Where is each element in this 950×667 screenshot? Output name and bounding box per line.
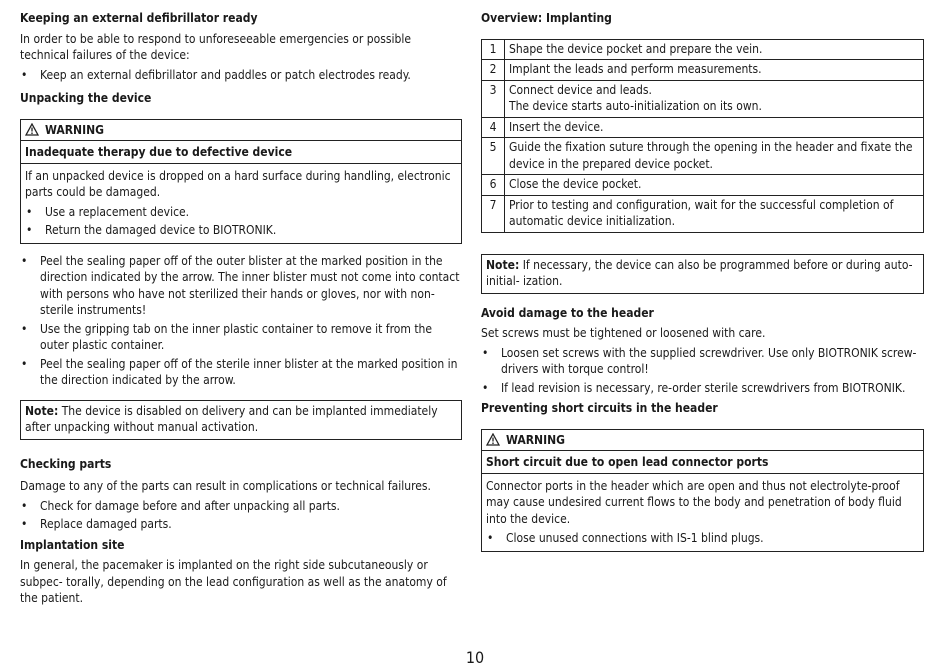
table-row [482,138,924,175]
list-item: • Peel the sealing paper off of the sterile inner blister at the marked position in the direction indicated by the arrow. [21,356,458,387]
warning-label: WARNING [506,432,565,447]
page-number: 10 [465,648,485,667]
implanting-steps-table [481,39,924,233]
warning-triangle-icon [25,123,39,136]
implantation-site-text: In general, the pacemaker is implanted on the right side subcutaneously or subpec- torally, depending on the lead configuration as well as the anatomy of the patient. [20,558,447,605]
unpacking-steps-list [20,253,462,389]
warning-text: If an unpacked device is dropped on a hard surface during handling, electronic parts could be damaged. [25,168,451,199]
header-damage-heading: Avoid damage to the header [481,305,654,320]
list-item: • Use the gripping tab on the inner plastic container to remove it from the outer plastic container. [21,321,433,352]
checking-parts-heading: Checking parts [20,456,112,471]
implantation-site-heading: Implantation site [20,537,125,552]
warning-header [21,120,461,142]
warning-title: Inadequate therapy due to defective device [21,141,461,164]
note-label: Note: [486,257,520,272]
note-text: The device is disabled on delivery and can be implanted immediately after unpacking without manual activation. [25,403,438,434]
defibrillator-list [20,67,462,84]
checking-parts-text: Damage to any of the parts can result in complications or technical failures. [20,479,431,493]
checking-parts-list [20,498,462,533]
defibrillator-heading: Keeping an external defibrillator ready [20,11,258,25]
step-text: Prior to testing and configuration, wait for the successful completion of automatic device initialization. [505,195,924,232]
step-text: Shape the device pocket and prepare the vein. [505,39,924,60]
step-text: Implant the leads and perform measurements. [505,60,924,81]
warning-text: Connector ports in the header which are open and thus not electrolyte-proof may cause undesired current flows to the body and penetration of body fluid into the device. [486,478,902,526]
list-item: • Replace damaged parts. [21,517,172,531]
step-number: 2 [482,60,505,81]
warning-title: Short circuit due to open lead connector ports [482,451,923,474]
list-item: • Use a replacement device. [26,204,190,219]
step-text: Insert the device. [505,117,924,138]
unpacking-warning-box [20,119,462,244]
list-item: • Return the damaged device to BIOTRONIK. [26,223,277,237]
overview-heading: Overview: Implanting [481,11,612,25]
table-row [482,175,924,196]
table-row [482,195,924,232]
table-row [482,117,924,138]
step-number: 3 [482,80,505,117]
unpacking-note-box [20,400,462,440]
list-item: • Peel the sealing paper off of the outer blister at the marked position in the direction indicated by the arrow. The inner blister must not come into contact with persons who have not sterilized their hands or gloves, nor with non-sterile instruments! [21,253,460,317]
step-text: Guide the fixation suture through the opening in the header and fixate the device in the prepared device pocket. [505,138,924,175]
step-number: 6 [482,175,505,196]
right-column [481,10,924,552]
step-number: 1 [482,39,505,60]
defibrillator-text: In order to be able to respond to unforeseeable emergencies or possible technical failures of the device: [20,31,411,62]
overview-note-box [481,254,924,294]
short-circuit-heading: Preventing short circuits in the header [481,401,718,415]
list-item: • If lead revision is necessary, re-order sterile screwdrivers from BIOTRONIK. [482,380,906,395]
list-item: • Close unused connections with IS-1 blind plugs. [487,531,764,545]
warning-body [482,474,923,551]
note-label: Note: [25,403,59,418]
header-damage-text: Set screws must be tightened or loosened with care. [481,326,766,340]
warning-label: WARNING [45,122,104,137]
table-row [482,39,924,60]
header-damage-list [481,345,924,397]
unpacking-heading: Unpacking the device [20,91,152,105]
warning-body [21,164,461,243]
table-row [482,60,924,81]
warning-header [482,430,923,452]
step-text: Close the device pocket. [505,175,924,196]
short-circuit-warning-box [481,429,924,552]
warning-triangle-icon [486,433,500,446]
step-text: Connect device and leads. The device starts auto-initialization on its own. [505,80,924,117]
table-row [482,80,924,117]
step-number: 4 [482,117,505,138]
list-item: • Keep an external defibrillator and paddles or patch electrodes ready. [21,67,411,82]
step-number: 5 [482,138,505,175]
left-column [20,10,462,610]
list-item: • Loosen set screws with the supplied screwdriver. Use only BIOTRONIK screw- drivers with torque control! [482,345,917,376]
list-item: • Check for damage before and after unpacking all parts. [21,498,340,513]
step-number: 7 [482,195,505,232]
note-text: If necessary, the device can also be programmed before or during auto-initial- ization. [486,257,913,288]
